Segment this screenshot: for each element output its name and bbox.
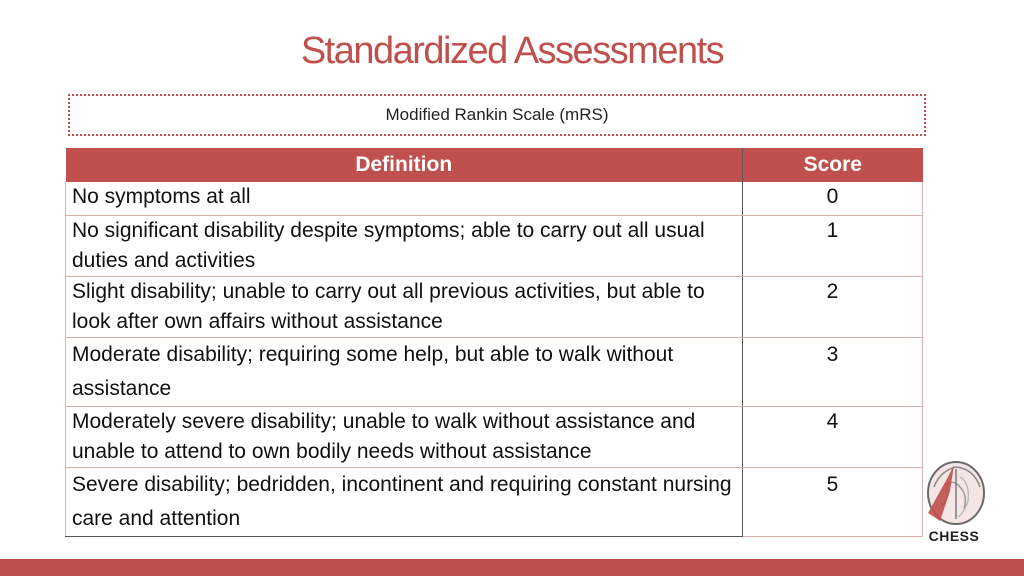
mrs-table [65, 148, 923, 537]
row-definition: Moderately severe disability; unable to walk without assistance and unable to attend to own bodily needs without assistance [66, 406, 743, 467]
footer-accent-bar [0, 559, 1024, 576]
row-definition: Severe disability; bedridden, incontinent and requiring constant nursing care and attention [66, 467, 743, 536]
table-row [66, 467, 923, 536]
row-definition: Moderate disability; requiring some help, but able to walk without assistance [66, 337, 743, 406]
row-score: 4 [743, 406, 923, 467]
logo-text: CHESS [928, 528, 980, 544]
row-definition: No significant disability despite symptoms; able to carry out all usual duties and activities [66, 215, 743, 276]
row-score: 2 [743, 276, 923, 337]
header-score: Score [743, 148, 923, 182]
table-row [66, 406, 923, 467]
subtitle-text: Modified Rankin Scale (mRS) [385, 105, 609, 124]
mrs-table-container [65, 148, 922, 537]
row-score: 0 [743, 182, 923, 215]
table-row [66, 276, 923, 337]
row-score: 1 [743, 215, 923, 276]
row-definition: Slight disability; unable to carry out all previous activities, but able to look after own affairs without assistance [66, 276, 743, 337]
row-definition: No symptoms at all [66, 182, 743, 215]
subtitle-box [68, 94, 926, 136]
row-score: 3 [743, 337, 923, 406]
table-row [66, 337, 923, 406]
header-definition: Definition [66, 148, 743, 182]
row-score: 5 [743, 467, 923, 536]
table-header-row [66, 148, 923, 182]
slide-title: Standardized Assessments [300, 30, 724, 72]
table-row [66, 215, 923, 276]
table-row [66, 182, 923, 215]
